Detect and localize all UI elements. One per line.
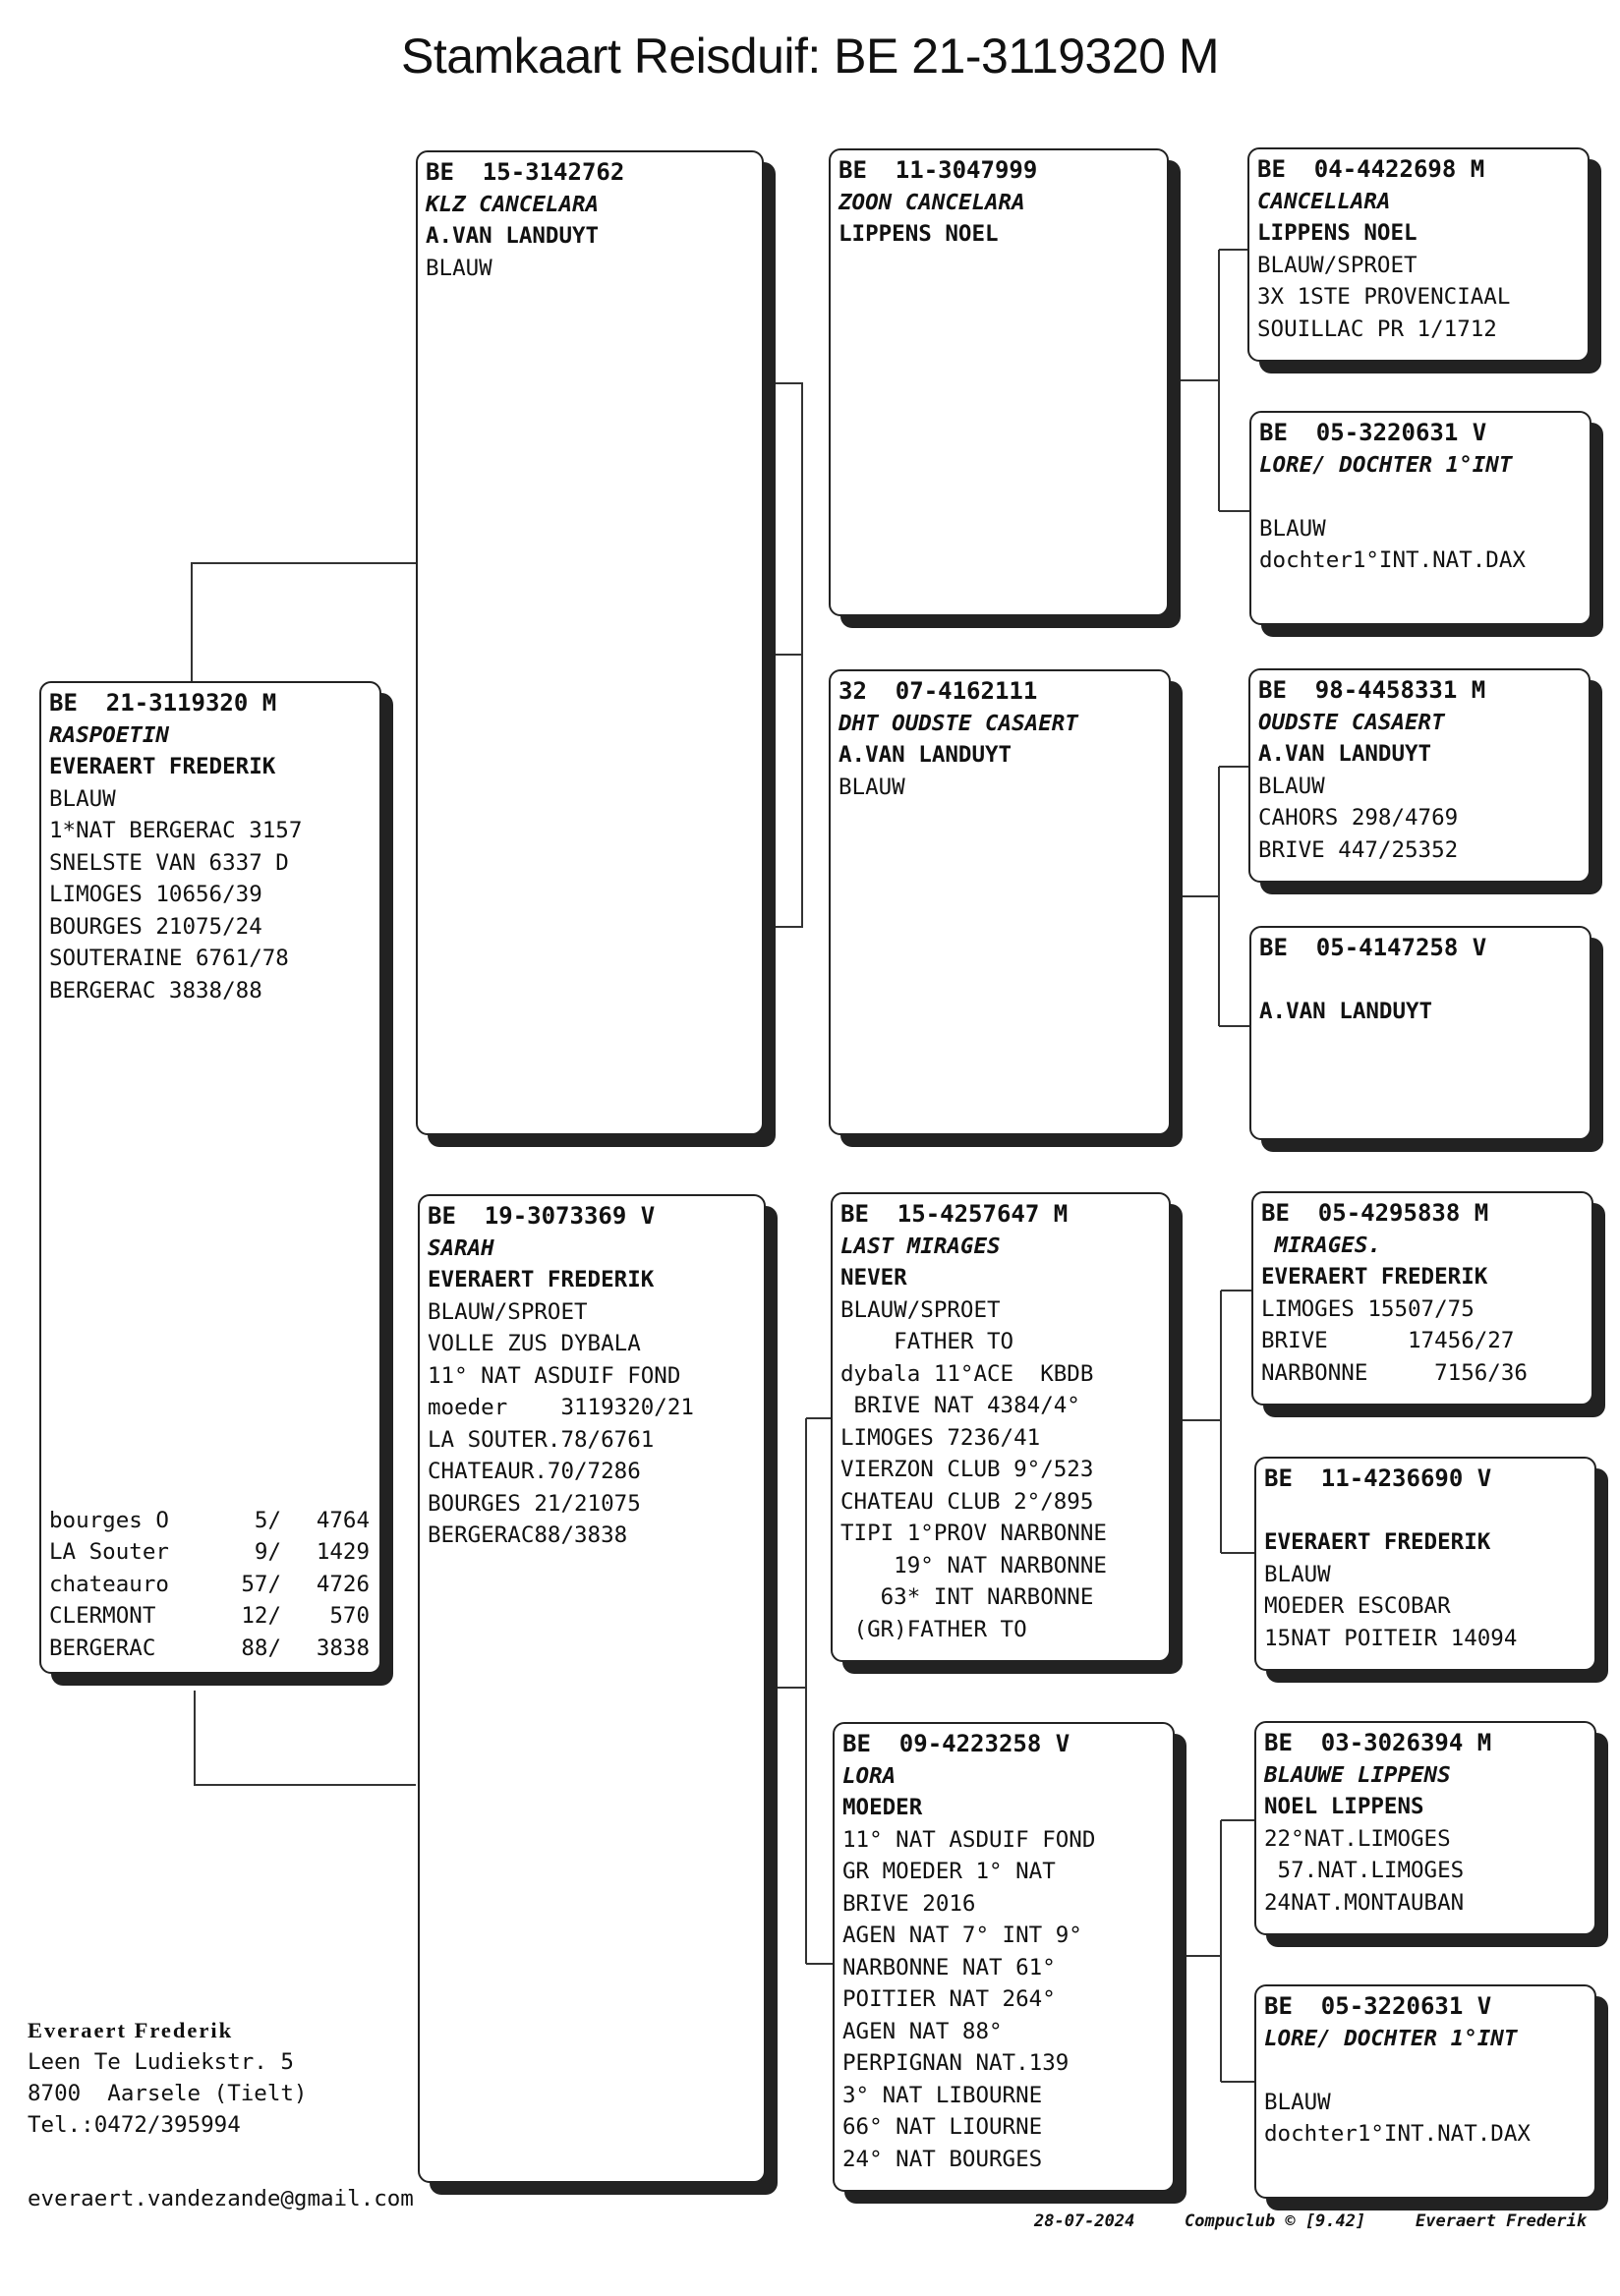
breeder: A.VAN LANDUYT <box>839 742 1012 768</box>
info-line: CHATEAUR.70/7286 <box>428 1459 641 1484</box>
info-line: (GR)FATHER TO <box>840 1616 1027 1642</box>
ff-father-card <box>1247 147 1590 362</box>
blank-line <box>1259 481 1582 513</box>
ring-number: BE 11-3047999 <box>839 156 1038 184</box>
info-line: BRIVE 17456/27 <box>1261 1328 1515 1353</box>
pigeon-name: LORA <box>842 1762 897 1789</box>
pigeon-name: ZOON CANCELARA <box>839 189 1025 215</box>
breeder: A.VAN LANDUYT <box>426 223 600 249</box>
info-line: 24NAT.MONTAUBAN <box>1264 1889 1465 1916</box>
owner-email: everaert.vandezande@gmail.com <box>28 2186 414 2211</box>
pigeon-name: MIRAGES. <box>1261 1232 1381 1258</box>
info-line: dybala 11°ACE KBDB <box>840 1360 1094 1387</box>
pigeon-name: DHT OUDSTE CASAERT <box>839 710 1078 736</box>
breeder: LIPPENS NOEL <box>839 221 999 247</box>
maternal-grandfather-card <box>831 1192 1171 1662</box>
info-line: PERPIGNAN NAT.139 <box>842 2050 1070 2076</box>
info-line: 19° NAT NARBONNE <box>840 1552 1107 1578</box>
info-line: MOEDER ESCOBAR <box>1264 1593 1451 1619</box>
race-results-table <box>49 1505 372 1665</box>
result-row: CLERMONT 12/ 570 <box>49 1603 370 1629</box>
breeder: LIPPENS NOEL <box>1257 220 1418 246</box>
info-line: dochter1°INT.NAT.DAX <box>1259 547 1526 573</box>
result-row: BERGERAC 88/ 3838 <box>49 1635 370 1661</box>
ring-number: BE 09-4223258 V <box>842 1730 1070 1757</box>
ring-number: 32 07-4162111 <box>839 677 1038 705</box>
info-line: TIPI 1°PROV NARBONNE <box>840 1521 1107 1546</box>
info-line: LIMOGES 15507/75 <box>1261 1295 1475 1322</box>
info-line: VIERZON CLUB 9°/523 <box>840 1457 1094 1482</box>
pigeon-name: SARAH <box>428 1234 494 1261</box>
info-line: NARBONNE NAT 61° <box>842 1954 1056 1980</box>
info-line: 3° NAT LIBOURNE <box>842 2082 1043 2108</box>
ff-mother-card <box>1249 411 1591 625</box>
info-line: AGEN NAT 7° INT 9° <box>842 1923 1082 1948</box>
info-line: 57.NAT.LIMOGES <box>1264 1858 1465 1883</box>
info-line: CHATEAU CLUB 2°/895 <box>840 1488 1094 1515</box>
pigeon-name: RASPOETIN <box>49 721 169 748</box>
pigeon-name: LORE/ DOCHTER 1°INT <box>1259 451 1513 478</box>
color: BLAUW/SPROET <box>840 1296 1001 1323</box>
maternal-grandmother-card <box>833 1722 1175 2192</box>
color: BLAUW <box>1258 773 1325 799</box>
info-line: 24° NAT BOURGES <box>842 2146 1043 2172</box>
mother-card <box>418 1194 766 2183</box>
footer-date: 28-07-2024 <box>1034 2211 1135 2231</box>
info-line: 11° NAT ASDUIF FOND <box>842 1826 1096 1853</box>
blank-line <box>1264 2054 1587 2087</box>
ring-number: BE 05-4295838 M <box>1261 1199 1489 1227</box>
breeder: A.VAN LANDUYT <box>1259 999 1433 1024</box>
ring-number: BE 11-4236690 V <box>1264 1464 1492 1492</box>
info-line: 66° NAT LIOURNE <box>842 2114 1043 2140</box>
pigeon-name: LAST MIRAGES <box>840 1233 1001 1259</box>
ring-number: BE 19-3073369 V <box>428 1202 656 1230</box>
mf-father-card <box>1251 1191 1593 1406</box>
pigeon-name: KLZ CANCELARA <box>426 191 600 217</box>
owner-name: Everaert Frederik <box>28 2018 234 2042</box>
ring-number: BE 21-3119320 M <box>49 689 277 717</box>
info-line: 11° NAT ASDUIF FOND <box>428 1362 681 1389</box>
breeder: EVERAERT FREDERIK <box>49 754 276 779</box>
footer-software: Compuclub © [9.42] <box>1185 2211 1366 2231</box>
blank-line <box>1264 1495 1587 1527</box>
info-line: 1*NAT BERGERAC 3157 <box>49 818 303 843</box>
mf-mother-card <box>1254 1457 1596 1671</box>
pigeon-name: LORE/ DOCHTER 1°INT <box>1264 2025 1518 2051</box>
pigeon-name: OUDSTE CASAERT <box>1258 709 1445 735</box>
mm-father-card <box>1254 1721 1596 1935</box>
info-line: BRIVE 2016 <box>842 1890 976 1917</box>
breeder: NOEL LIPPENS <box>1264 1794 1424 1819</box>
result-row: LA Souter 9/ 1429 <box>49 1539 370 1565</box>
info-line: BRIVE 447/25352 <box>1258 836 1459 863</box>
ring-number: BE 05-4147258 V <box>1259 934 1487 961</box>
ring-number: BE 04-4422698 M <box>1257 155 1485 183</box>
ring-number: BE 05-3220631 V <box>1264 1992 1492 2020</box>
page-title: Stamkaart Reisduif: BE 21-3119320 M <box>400 29 1219 84</box>
info-line: BOURGES 21/21075 <box>428 1490 641 1517</box>
ring-number: BE 15-3142762 <box>426 158 625 186</box>
info-line: SOUILLAC PR 1/1712 <box>1257 316 1497 342</box>
ring-number: BE 98-4458331 M <box>1258 676 1486 704</box>
info-line: NARBONNE 7156/36 <box>1261 1359 1528 1386</box>
breeder: NEVER <box>840 1265 907 1291</box>
info-line: FATHER TO <box>840 1329 1014 1354</box>
info-line: SNELSTE VAN 6337 D <box>49 849 289 876</box>
color: BLAUW/SPROET <box>428 1298 588 1325</box>
info-line: AGEN NAT 88° <box>842 2018 1003 2044</box>
info-line: LIMOGES 7236/41 <box>840 1424 1041 1451</box>
footer-owner: Everaert Frederik <box>1416 2211 1587 2231</box>
color: BLAUW <box>1259 515 1326 542</box>
info-line: SOUTERAINE 6761/78 <box>49 946 289 971</box>
blank-line <box>1259 964 1582 997</box>
info-line: 15NAT POITEIR 14094 <box>1264 1625 1518 1651</box>
result-row: bourges O 5/ 4764 <box>49 1507 370 1533</box>
color: BLAUW <box>426 255 492 281</box>
color: BLAUW <box>1264 2089 1331 2115</box>
info-line: moeder 3119320/21 <box>428 1395 694 1420</box>
info-line: 22°NAT.LIMOGES <box>1264 1825 1451 1852</box>
breeder: A.VAN LANDUYT <box>1258 741 1432 767</box>
breeder: EVERAERT FREDERIK <box>1261 1264 1488 1290</box>
breeder: EVERAERT FREDERIK <box>428 1267 655 1292</box>
color: BLAUW <box>1264 1561 1331 1587</box>
fm-father-card <box>1248 668 1591 883</box>
fm-mother-card <box>1249 926 1591 1140</box>
pigeon-name: BLAUWE LIPPENS <box>1264 1761 1451 1788</box>
info-line: LIMOGES 10656/39 <box>49 882 262 907</box>
color: BLAUW/SPROET <box>1257 252 1418 278</box>
info-line: 3X 1STE PROVENCIAAL <box>1257 284 1511 310</box>
color: BLAUW <box>839 774 905 800</box>
father-card <box>416 150 764 1135</box>
ring-number: BE 03-3026394 M <box>1264 1729 1492 1756</box>
owner-phone: Tel.:0472/395994 <box>28 2112 241 2138</box>
info-line: BOURGES 21075/24 <box>49 913 262 940</box>
info-line: VOLLE ZUS DYBALA <box>428 1331 641 1356</box>
mm-mother-card <box>1254 1984 1596 2199</box>
owner-block <box>28 2015 307 2141</box>
paternal-grandmother-card <box>829 669 1171 1135</box>
ring-number: BE 05-3220631 V <box>1259 419 1487 446</box>
breeder: EVERAERT FREDERIK <box>1264 1529 1491 1555</box>
pigeon-name: CANCELLARA <box>1257 188 1391 214</box>
paternal-grandfather-card <box>829 148 1169 616</box>
color: BLAUW <box>49 785 116 812</box>
breeder: MOEDER <box>842 1795 923 1820</box>
owner-city: 8700 Aarsele (Tielt) <box>28 2081 308 2106</box>
info-line: BRIVE NAT 4384/4° <box>840 1393 1080 1418</box>
info-line: CAHORS 298/4769 <box>1258 805 1459 831</box>
info-line: 63* INT NARBONNE <box>840 1584 1094 1610</box>
info-line: GR MOEDER 1° NAT <box>842 1859 1056 1884</box>
info-line: BERGERAC 3838/88 <box>49 977 262 1004</box>
info-line: POITIER NAT 264° <box>842 1986 1056 2012</box>
subject-pigeon-card <box>39 681 381 1674</box>
ring-number: BE 15-4257647 M <box>840 1200 1069 1228</box>
result-row: chateauro 57/ 4726 <box>49 1571 370 1597</box>
owner-address: Leen Te Ludiekstr. 5 <box>28 2049 294 2075</box>
info-line: LA SOUTER.78/6761 <box>428 1426 655 1453</box>
info-line: dochter1°INT.NAT.DAX <box>1264 2121 1531 2147</box>
info-line: BERGERAC88/3838 <box>428 1522 628 1548</box>
